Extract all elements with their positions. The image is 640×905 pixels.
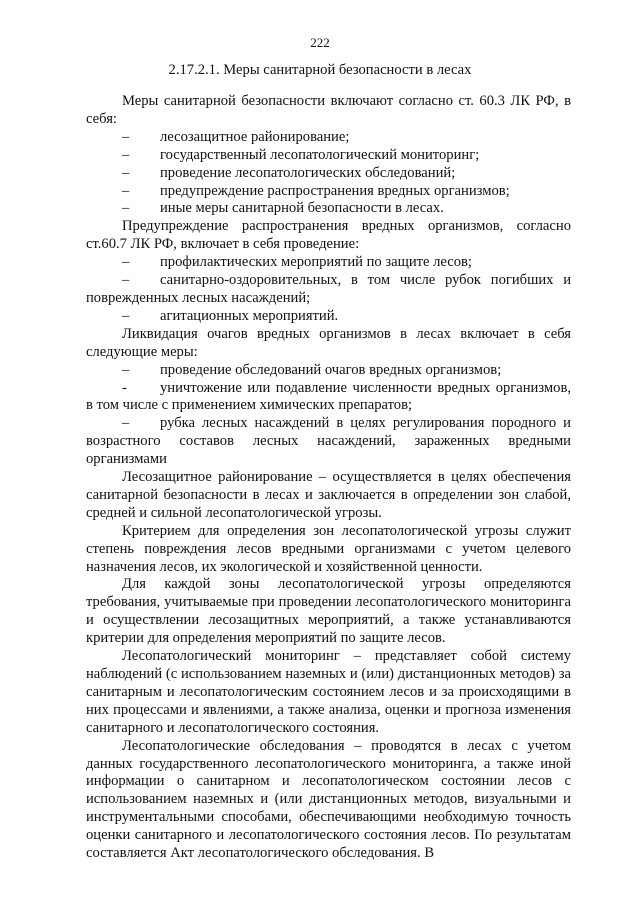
document-body	[86, 93, 571, 863]
list-item-text: проведение лесопатологических обследований;	[160, 164, 456, 181]
list-item-text: санитарно-оздоровительных, в том числе рубок погибших и поврежденных лесных насаждений;	[86, 272, 571, 306]
list-dash: -	[122, 379, 127, 396]
list-item-text: рубка лесных насаждений в целях регулирования породного и возрастного составов лесных насаждений, зараженных вредными организмами	[86, 415, 571, 468]
paragraph: Критерием для определения зон лесопатологической угрозы служит степень повреждения лесов вредными организмами с учетом целевого назначения лесов, их экологической и хозяйственной ценности.	[86, 522, 571, 575]
list-item	[86, 200, 571, 218]
list-item-text: уничтожение или подавление численности вредных организмов, в том числе с применением химических препаратов;	[86, 379, 571, 414]
list-item	[86, 129, 571, 147]
list-dash: –	[122, 307, 130, 324]
list-item	[86, 272, 571, 308]
list-item	[86, 165, 571, 183]
list-item	[86, 147, 571, 165]
list-dash: –	[122, 254, 130, 271]
list-dash: –	[122, 361, 130, 378]
list-dash: –	[122, 415, 130, 432]
list-item-text: предупреждение распространения вредных организмов;	[160, 182, 510, 199]
list-dash: –	[122, 182, 130, 199]
list-item	[86, 362, 571, 380]
paragraph: Меры санитарной безопасности включают согласно ст. 60.3 ЛК РФ, в себя:	[86, 93, 571, 127]
list-item-text: лесозащитное районирование;	[160, 128, 350, 145]
paragraph: Для каждой зоны лесопатологической угрозы определяются требования, учитываемые при проведении лесопатологического мониторинга и осуществлении лесозащитных мероприятий, а также устанавливаются критерии для определения мероприятий по защите лесов.	[86, 576, 571, 647]
paragraph: Ликвидация очагов вредных организмов в лесах включает в себя следующие меры:	[86, 325, 571, 360]
list-item-text: агитационных мероприятий.	[160, 307, 339, 324]
list-item	[86, 183, 571, 201]
list-dash: –	[122, 164, 130, 181]
list-item	[86, 308, 571, 326]
paragraph: Лесопатологический мониторинг – представляет собой систему наблюдений (с использованием наземных и (или) дистанционных методов) за санитарным и лесопатологическим состоянием лесов и за происходящими в них процессами и явлениями, а также анализа, оценки и прогноза изменения санитарного и лесопатологического состояния.	[86, 648, 571, 736]
list-dash: –	[122, 128, 130, 145]
paragraph: Лесопатологические обследования – проводятся в лесах с учетом данных государственного лесопатологического мониторинга, а также иной информации о санитарном и лесопатологическом состоянии лесов с использованием наземных и (или дистанционных методов, визуальными и инструментальными способами, обеспечивающими необходимую точность оценки санитарного и лесопатологического состояния лесов. По результатам составляется Акт лесопатологического обследования. В	[86, 737, 571, 862]
page-number: 222	[310, 35, 330, 50]
paragraph: Лесозащитное районирование – осуществляется в целях обеспечения санитарной безопасности в лесах и заключается в определении зон слабой, средней и сильной лесопатологической угрозы.	[86, 469, 571, 521]
list-item	[86, 254, 571, 272]
list-item-text: иные меры санитарной безопасности в лесах.	[160, 200, 444, 217]
paragraph: Предупреждение распространения вредных организмов, согласно ст.60.7 ЛК РФ, включает в себя проведение:	[86, 218, 571, 253]
list-dash: –	[122, 200, 130, 217]
list-item	[86, 415, 571, 469]
list-item-text: государственный лесопатологический мониторинг;	[160, 146, 480, 163]
list-item-text: проведение обследований очагов вредных организмов;	[160, 361, 502, 378]
list-item-text: профилактических мероприятий по защите лесов;	[160, 254, 472, 271]
section-heading: 2.17.2.1. Меры санитарной безопасности в лесах	[168, 62, 472, 78]
list-dash: –	[122, 272, 130, 289]
list-dash: –	[122, 146, 130, 163]
list-item	[86, 380, 571, 416]
